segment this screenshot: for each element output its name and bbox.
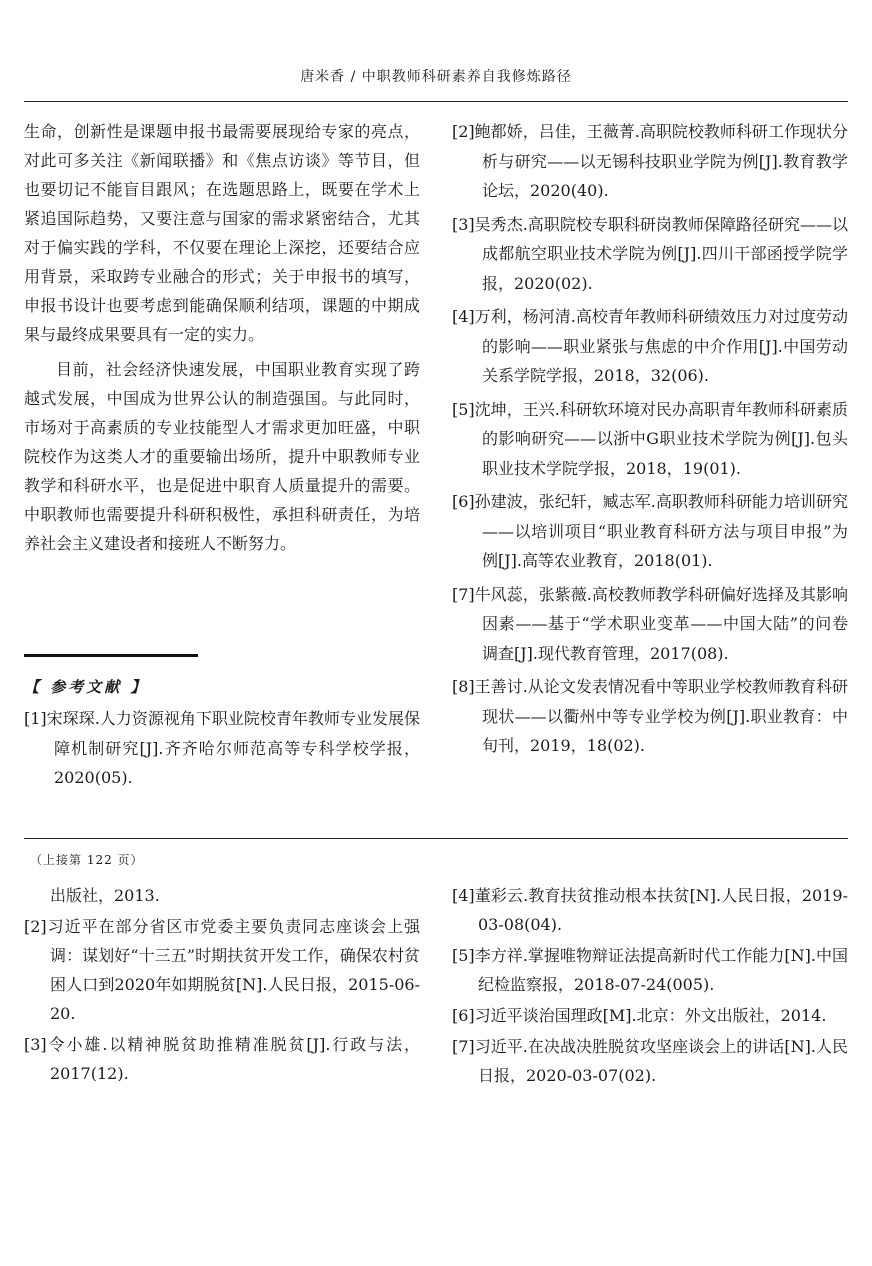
continued-from-label: （上接第 122 页） xyxy=(30,853,144,867)
reference-item: [3]吴秀杰.高职院校专职科研岗教师保障路径研究——以成都航空职业技术学院为例[J].四川干部函授学院学报，2020(02). xyxy=(452,214,848,293)
continued-right-column xyxy=(452,881,848,1092)
reference-item: [2]习近平在部分省区市党委主要负责同志座谈会上强调：谋划好“十三五”时期扶贫开发工作，确保农村贫困人口到2020年如期脱贫[N].人民日报，2015-06-20. xyxy=(24,917,420,1023)
reference-item: [7]牛风蕊，张紫薇.高校教师教学科研偏好选择及其影响因素——基于“学术职业变革——中国大陆”的问卷调查[J].现代教育管理，2017(08). xyxy=(452,584,848,663)
reference-item: [7]习近平.在决战决胜脱贫攻坚座谈会上的讲话[N].人民日报，2020-03-07(02). xyxy=(452,1037,848,1085)
body-paragraph-1: 生命，创新性是课题申报书最需要展现给专家的亮点，对此可多关注《新闻联播》和《焦点访谈》等节目，但也要切记不能盲目跟风；在选题思路上，既要在学术上紧追国际趋势，又要注意与国家的需求紧密结合，尤其对于偏实践的学科，不仅要在理论上深挖，还要结合应用背景，采取跨专业融合的形式；关于申报书的填写，申报书设计也要考虑到能确保顺利结项，课题的中期成果与最终成果要具有一定的实力。 xyxy=(24,122,420,344)
section-rule xyxy=(24,838,848,839)
references-heading: 【 参考文献 】 xyxy=(24,678,149,696)
reference-item: [6]习近平谈治国理政[M].北京：外文出版社，2014. xyxy=(452,1006,827,1025)
body-column xyxy=(24,117,420,558)
references-left-column xyxy=(24,704,420,797)
references-right-column xyxy=(452,117,848,765)
reference-item: [2]鲍都娇，吕佳，王薇菁.高职院校教师科研工作现状分析与研究——以无锡科技职业学院为例[J].教育教学论坛，2020(40). xyxy=(452,122,848,200)
reference-divider xyxy=(24,654,198,657)
continued-left-column xyxy=(24,881,420,1090)
reference-item: [3]令小雄.以精神脱贫助推精准脱贫[J].行政与法，2017(12). xyxy=(24,1035,420,1083)
reference-item: [1]宋琛琛.人力资源视角下职业院校青年教师专业发展保障机制研究[J].齐齐哈尔师范高等专科学校学报，2020(05). xyxy=(24,709,420,787)
continued-reference-tail: 出版社，2013. xyxy=(50,886,160,905)
reference-item: [6]孙建波，张纪轩，臧志军.高职教师科研能力培训研究——以培训项目“职业教育科研方法与项目申报”为例[J].高等农业教育，2018(01). xyxy=(452,492,848,570)
reference-item: [5]李方祥.掌握唯物辩证法提高新时代工作能力[N].中国纪检监察报，2018-07-24(005). xyxy=(452,946,848,994)
header-rule xyxy=(24,101,848,102)
reference-item: [8]王善讨.从论文发表情况看中等职业学校教师教育科研现状——以衢州中等专业学校为例[J].职业教育：中旬刊，2019，18(02). xyxy=(452,677,848,755)
running-header: 唐米香 / 中职教师科研素养自我修炼路径 xyxy=(300,69,572,85)
body-paragraph-2: 目前，社会经济快速发展，中国职业教育实现了跨越式发展，中国成为世界公认的制造强国。与此同时，市场对于高素质的专业技能型人才需求更加旺盛，中职院校作为这类人才的重要输出场所，提升中职教师专业教学和科研水平，也是促进中职育人质量提升的需要。中职教师也需要提升科研积极性，承担科研责任，为培养社会主义建设者和接班人不断努力。 xyxy=(24,360,420,553)
reference-item: [4]董彩云.教育扶贫推动根本扶贫[N].人民日报，2019-03-08(04). xyxy=(452,886,848,934)
reference-item: [5]沈坤，王兴.科研软环境对民办高职青年教师科研素质的影响研究——以浙中G职业技术学院为例[J].包头职业技术学院学报，2018，19(01). xyxy=(452,399,848,478)
reference-item: [4]万利，杨河清.高校青年教师科研绩效压力对过度劳动的影响——职业紧张与焦虑的中介作用[J].中国劳动关系学院学报，2018，32(06). xyxy=(452,307,848,385)
